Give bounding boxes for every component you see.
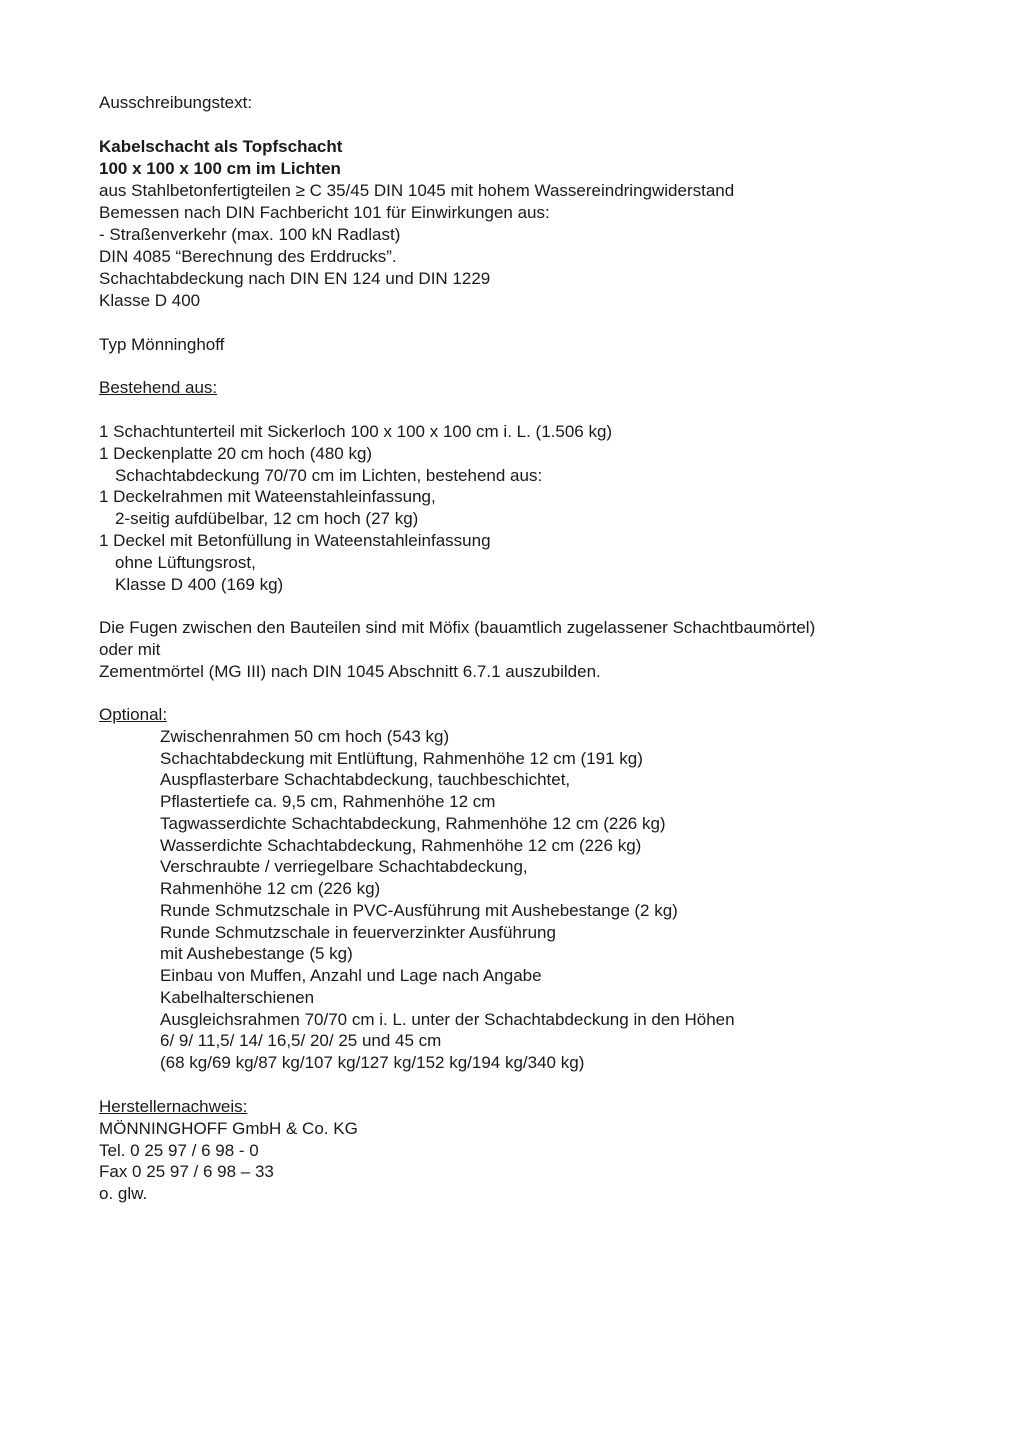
description-line: - Straßenverkehr (max. 100 kN Radlast): [99, 225, 401, 244]
consisting-line: 1 Schachtunterteil mit Sickerloch 100 x 100 x 100 cm i. L. (1.506 kg): [99, 422, 613, 441]
consisting-line: Klasse D 400 (169 kg): [115, 575, 284, 594]
optional-line: Wasserdichte Schachtabdeckung, Rahmenhöhe 12 cm (226 kg): [160, 836, 642, 855]
consisting-line: Schachtabdeckung 70/70 cm im Lichten, bestehend aus:: [115, 466, 543, 485]
heading-label: Ausschreibungstext:: [99, 93, 253, 112]
consisting-heading: Bestehend aus:: [99, 378, 218, 397]
optional-line: Verschraubte / verriegelbare Schachtabdeckung,: [160, 857, 528, 876]
joints-line: Die Fugen zwischen den Bauteilen sind mit Möfix (bauamtlich zugelassener Schachtbaumörtel): [99, 618, 816, 637]
joints-line: oder mit: [99, 640, 161, 659]
optional-line: 6/ 9/ 11,5/ 14/ 16,5/ 20/ 25 und 45 cm: [160, 1031, 442, 1050]
manufacturer-line: Tel. 0 25 97 / 6 98 - 0: [99, 1141, 259, 1160]
description-line: DIN 4085 “Berechnung des Erddrucks”.: [99, 247, 397, 266]
optional-line: Zwischenrahmen 50 cm hoch (543 kg): [160, 727, 450, 746]
manufacturer-heading: Herstellernachweis:: [99, 1097, 248, 1116]
type-line: Typ Mönninghoff: [99, 335, 225, 354]
optional-line: Kabelhalterschienen: [160, 988, 315, 1007]
manufacturer-line: Fax 0 25 97 / 6 98 – 33: [99, 1162, 274, 1181]
optional-line: Schachtabdeckung mit Entlüftung, Rahmenhöhe 12 cm (191 kg): [160, 749, 643, 768]
optional-line: Runde Schmutzschale in PVC-Ausführung mit Aushebestange (2 kg): [160, 901, 678, 920]
consisting-line: 1 Deckenplatte 20 cm hoch (480 kg): [99, 444, 373, 463]
optional-line: Tagwasserdichte Schachtabdeckung, Rahmenhöhe 12 cm (226 kg): [160, 814, 666, 833]
joints-line: Zementmörtel (MG III) nach DIN 1045 Abschnitt 6.7.1 auszubilden.: [99, 662, 601, 681]
optional-line: Auspflasterbare Schachtabdeckung, tauchbeschichtet,: [160, 770, 571, 789]
consisting-line: 2-seitig aufdübelbar, 12 cm hoch (27 kg): [115, 509, 419, 528]
document-title: Kabelschacht als Topfschacht: [99, 137, 343, 156]
description-line: Bemessen nach DIN Fachbericht 101 für Einwirkungen aus:: [99, 203, 550, 222]
consisting-line: 1 Deckelrahmen mit Wateenstahleinfassung,: [99, 487, 436, 506]
optional-line: Einbau von Muffen, Anzahl und Lage nach Angabe: [160, 966, 542, 985]
manufacturer-line: o. glw.: [99, 1184, 148, 1203]
optional-line: mit Aushebestange (5 kg): [160, 944, 353, 963]
optional-line: Pflastertiefe ca. 9,5 cm, Rahmenhöhe 12 cm: [160, 792, 496, 811]
document-subtitle: 100 x 100 x 100 cm im Lichten: [99, 159, 341, 178]
optional-line: Ausgleichsrahmen 70/70 cm i. L. unter der Schachtabdeckung in den Höhen: [160, 1010, 735, 1029]
consisting-line: ohne Lüftungsrost,: [115, 553, 256, 572]
optional-line: Runde Schmutzschale in feuerverzinkter Ausführung: [160, 923, 556, 942]
optional-line: (68 kg/69 kg/87 kg/107 kg/127 kg/152 kg/194 kg/340 kg): [160, 1053, 585, 1072]
manufacturer-line: MÖNNINGHOFF GmbH & Co. KG: [99, 1119, 358, 1138]
consisting-line: 1 Deckel mit Betonfüllung in Wateenstahleinfassung: [99, 531, 491, 550]
optional-line: Rahmenhöhe 12 cm (226 kg): [160, 879, 381, 898]
description-line: Schachtabdeckung nach DIN EN 124 und DIN 1229: [99, 269, 491, 288]
description-line: Klasse D 400: [99, 291, 201, 310]
description-line: aus Stahlbetonfertigteilen ≥ C 35/45 DIN 1045 mit hohem Wassereindringwiderstand: [99, 181, 735, 200]
optional-heading: Optional:: [99, 705, 168, 724]
